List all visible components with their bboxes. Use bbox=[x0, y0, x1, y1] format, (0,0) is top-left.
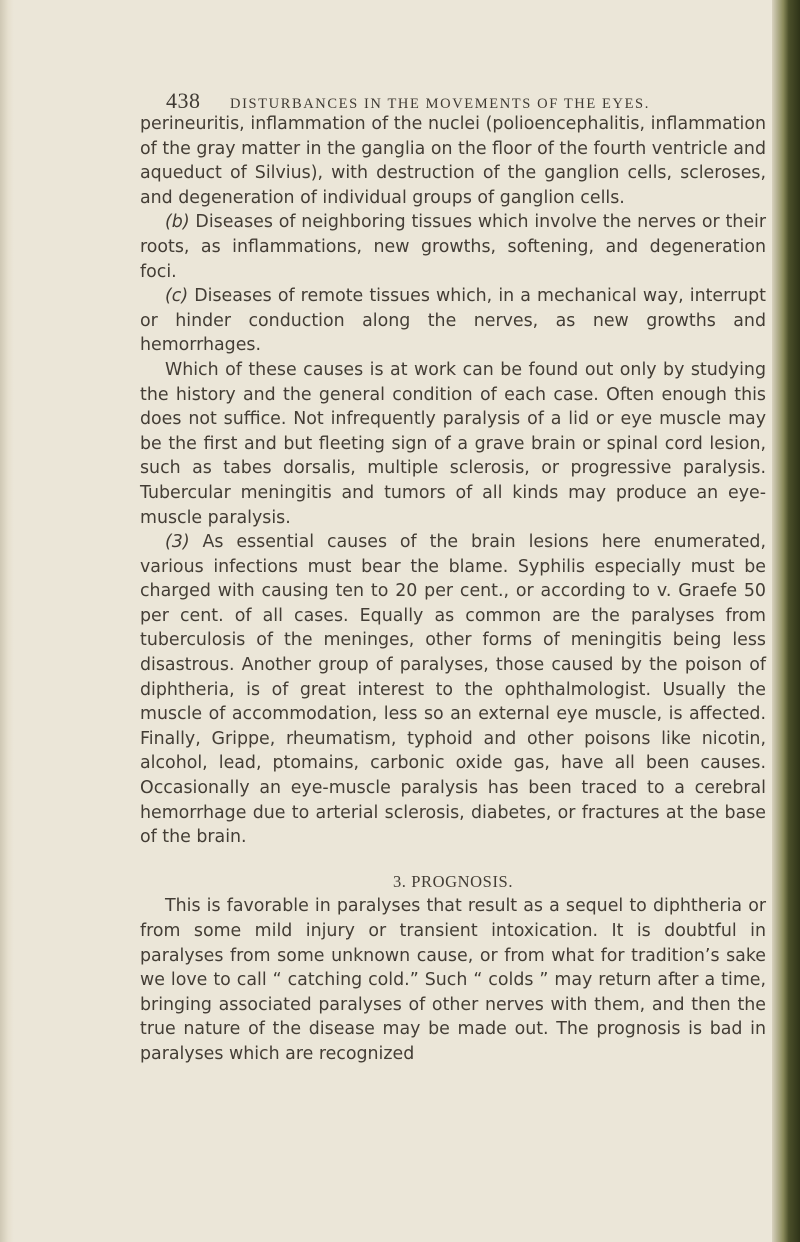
paragraph-item-3: (3) As essential causes of the brain lesions here enumerated, various infections must bear the blame. Syphilis especially must be charged with causing ten to 20 per cent., or according to v. Graefe 50 per cent. of all cases. Equally as common are the paralyses from tuberculosis of the meninges, other forms of meningitis being less disastrous. Another group of paralyses, those caused by the poison of diphtheria, is of great interest to the ophthalmologist. Usually the muscle of accommodation, less so an external eye muscle, is affected. Finally, Grippe, rheumatism, typhoid and other poisons like nicotin, alcohol, lead, ptomains, carbonic oxide gas, have all been causes. Occasionally an eye-muscle paralysis has been traced to a cerebral hemorrhage due to arterial sclerosis, diabetes, or fractures at the base of the brain. bbox=[140, 532, 766, 848]
item-label: (b) bbox=[165, 212, 190, 233]
paragraph-prognosis: This is favorable in paralyses that result as a sequel to diphtheria or from some mild injury or transient intoxication. It is doubtful in paralyses from some unknown cause, or from what for tradition’s sake we love to call “ catching cold.” Such “ colds ” may return after a time, bringing associated paralyses of other nerves with them, and then the true nature of the disease may be made out. The prognosis is bad in paralyses which are recognized bbox=[140, 896, 766, 1064]
book-binding-edge bbox=[772, 0, 800, 1242]
paragraph-item-b: (b) Diseases of neighboring tissues which involve the nerves or their roots, as inflammations, new growths, softening, and degeneration foci. bbox=[140, 212, 766, 282]
page-left-edge bbox=[0, 0, 14, 1242]
item-label: (c) bbox=[165, 286, 189, 307]
running-head-title: DISTURBANCES IN THE MOVEMENTS OF THE EYES. bbox=[230, 96, 650, 112]
paragraph-item-c: (c) Diseases of remote tissues which, in a mechanical way, interrupt or hinder conduction along the nerves, as new growths and hemorrhages. bbox=[140, 286, 766, 356]
paragraph-diagnosis: Which of these causes is at work can be found out only by studying the history and the general condition of each case. Often enough this does not suffice. Not infrequently paralysis of a lid or eye muscle may be the first and but fleeting sign of a grave brain or spinal cord lesion, such as tabes dorsalis, multiple sclerosis, or progressive paralysis. Tubercular meningitis and tumors of all kinds may produce an eye-muscle paralysis. bbox=[140, 359, 766, 528]
item-label: (3) bbox=[165, 532, 190, 553]
paragraph-continuation: perineuritis, inflammation of the nuclei (polioencephalitis, inflammation of the gray matter in the ganglia on the floor of the fourth ventricle and aqueduct of Silvius), with destruction of the ganglion cells, scleroses, and degeneration of individual groups of ganglion cells. bbox=[140, 114, 766, 208]
section-heading: 3. PROGNOSIS. bbox=[392, 871, 514, 891]
body-text bbox=[140, 112, 766, 1067]
page-number: 438 bbox=[166, 88, 201, 113]
